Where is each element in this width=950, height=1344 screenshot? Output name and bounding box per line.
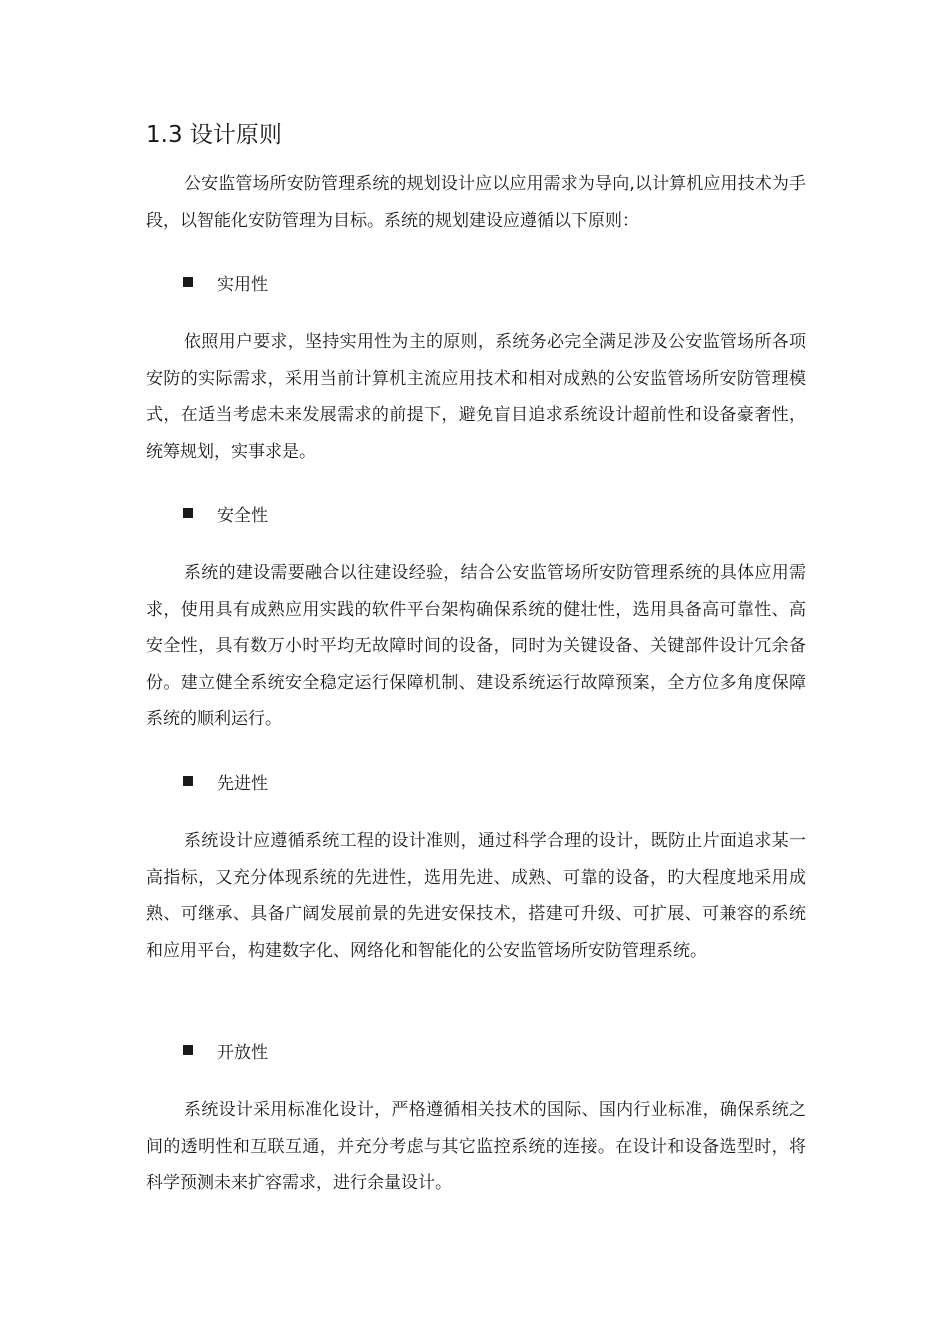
principle-body-security: 系统的建设需要融合以往建设经验，结合公安监管场所安防管理系统的具体应用需求，使用具有成熟应用实践的软件平台架构确保系统的健壮性，选用具备高可靠性、高安全性，具有数万小时平均无故障时间的设备，同时为关键设备、关键部件设计冗余备份。建立健全系统安全稳定运行保障机制、建设系统运行故障预案，全方位多角度保障系统的顺利运行。	[146, 563, 806, 730]
section-heading: 1.3 设计原则	[146, 122, 282, 148]
principle-heading-advancement	[183, 766, 268, 796]
principle-heading-practicality	[183, 267, 268, 297]
principle-body-advancement: 系统设计应遵循系统工程的设计准则，通过科学合理的设计，既防止片面追求某一高指标，又充分体现系统的先进性，选用先进、成熟、可靠的设备，旳大程度地采用成熟、可继承、具备广阔发展前景的先进安保技术，搭建可升级、可扩展、可兼容的系统和应用平台，构建数字化、网络化和智能化的公安监管场所安防管理系统。	[146, 831, 806, 961]
principle-heading-security	[183, 498, 268, 528]
intro-paragraph: 公安监管场所安防管理系统的规划设计应以应用需求为导向,以计算机应用技术为手段，以智能化安防管理为目标。系统的规划建设应遵循以下原则：	[146, 174, 806, 231]
principle-title: 安全性	[217, 505, 268, 526]
principle-body-openness: 系统设计采用标准化设计，严格遵循相关技术的国际、国内行业标准，确保系统之间的透明性和互联互通，并充分考虑与其它监控系统的连接。在设计和设备选型时，将科学预测未来扩容需求，进行余量设计。	[146, 1100, 806, 1194]
square-bullet-icon	[183, 277, 193, 287]
principle-title: 开放性	[217, 1042, 268, 1063]
square-bullet-icon	[183, 1045, 193, 1055]
square-bullet-icon	[183, 776, 193, 786]
principle-body-practicality: 依照用户要求，坚持实用性为主的原则，系统务必完全满足涉及公安监管场所各项安防的实际需求，采用当前计算机主流应用技术和相对成熟的公安监管场所安防管理模式，在适当考虑未来发展需求的前提下，避免盲目追求系统设计超前性和设备豪奢性，统筹规划，实事求是。	[146, 332, 806, 462]
principle-heading-openness	[183, 1035, 268, 1065]
principle-title: 先进性	[217, 773, 268, 794]
square-bullet-icon	[183, 508, 193, 518]
principle-title: 实用性	[217, 274, 268, 295]
